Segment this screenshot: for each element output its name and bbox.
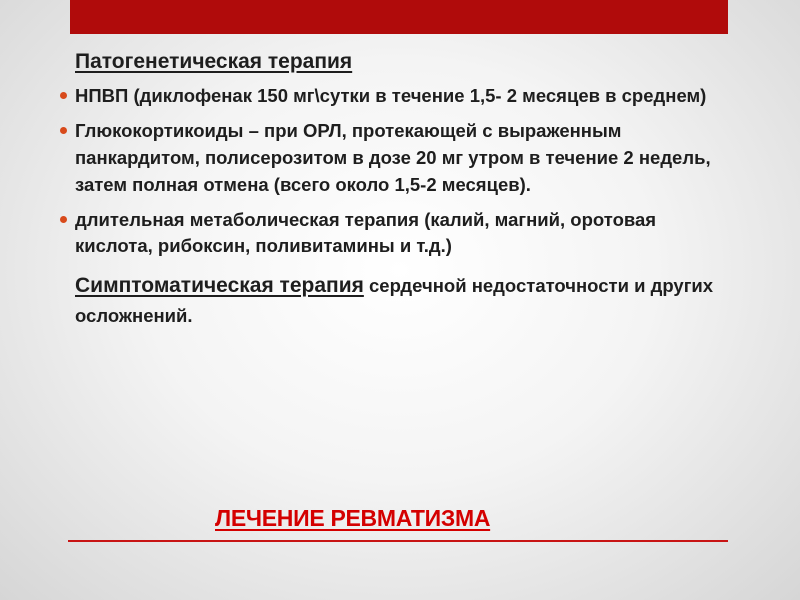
list-item-text: длительная метаболическая терапия (калий, магний, оротовая кислота, рибоксин, поливитамины и т.д.)	[75, 208, 657, 257]
bullet-dot-icon	[60, 127, 67, 134]
list-item-text: НПВП (диклофенак 150 мг\сутки в течение 1,5- 2 месяцев в среднем)	[75, 85, 707, 107]
list-item	[60, 207, 730, 261]
list-item	[60, 83, 730, 110]
bullet-dot-icon	[60, 216, 67, 223]
bullet-list	[60, 83, 730, 260]
symptomatic-therapy-text: сердечной недостаточности и других осложнений.	[75, 275, 714, 326]
list-item	[60, 118, 730, 198]
list-item-text: Глюкокортикоиды – при ОРЛ, протекающей с выраженным панкардитом, полисерозитом в дозе 20 мг утром в течение 2 недель, затем полная отмена (всего около 1,5-2 месяцев).	[75, 120, 711, 195]
slide-body	[60, 48, 730, 329]
slide-title: ЛЕЧЕНИЕ РЕВМАТИЗМА	[215, 505, 491, 531]
section-heading: Патогенетическая терапия	[75, 50, 353, 73]
symptomatic-therapy-heading: Симптоматическая терапия	[75, 274, 364, 298]
bullet-dot-icon	[60, 92, 67, 99]
symptomatic-therapy-paragraph	[75, 270, 730, 329]
bottom-divider	[68, 540, 728, 542]
top-decor-band	[70, 0, 728, 34]
